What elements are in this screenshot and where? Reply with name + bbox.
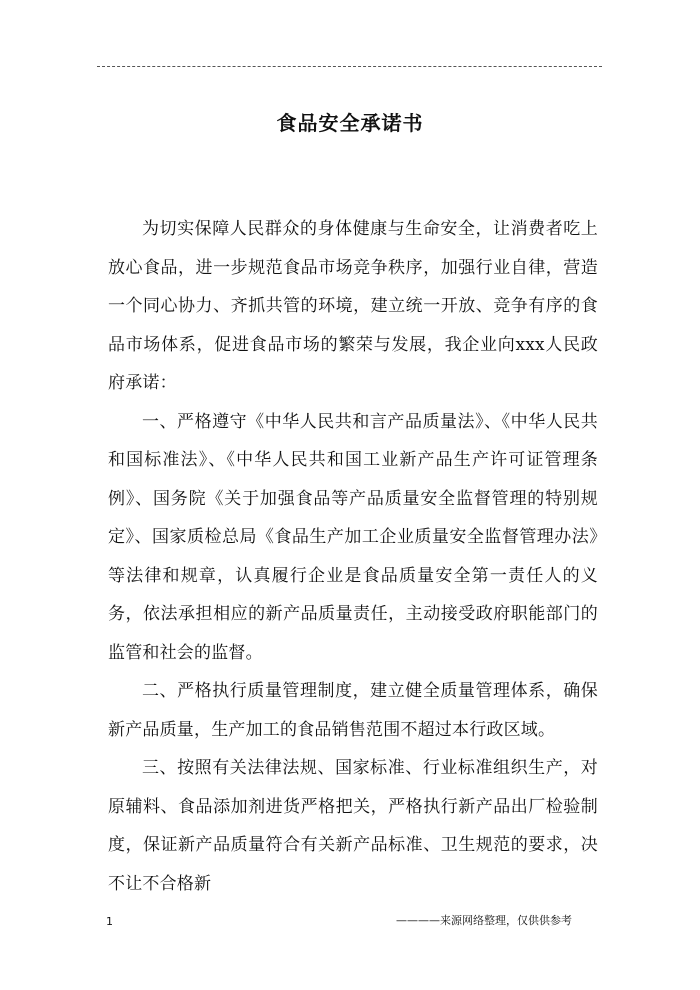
paragraph-item-1: 一、严格遵守《中华人民共和言产品质量法》、《中华人民共和国标准法》、《中华人民共和国工业新产品生产许可证管理条例》、国务院《关于加强食品等产品质量安全监督管理的特别规定》、国家质检总局《食品生产加工企业质量安全监督管理办法》等法律和规章，认真履行企业是食品质量安全第一责任人的义务，依法承担相应的新产品质量责任，主动接受政府职能部门的监管和社会的监督。	[108, 411, 598, 663]
document-title: 食品安全承诺书	[276, 111, 424, 135]
paragraph-intro: 为切实保障人民群众的身体健康与生命安全，让消费者吃上放心食品，进一步规范食品市场竞争秩序，加强行业自律，营造一个同心协力、齐抓共管的环境，建立统一开放、竞争有序的食品市场体系，促进食品市场的繁荣与发展，我企业向xxx人民政府承诺：	[108, 219, 598, 393]
document-body	[108, 210, 598, 903]
footer-source-note: ————来源网络整理，仅供供参考	[396, 914, 572, 927]
paragraph-item-2: 二、严格执行质量管理制度，建立健全质量管理体系，确保新产品质量，生产加工的食品销售范围不超过本行政区域。	[108, 681, 598, 740]
paragraph-item-3: 三、按照有关法律法规、国家标准、行业标准组织生产，对原辅料、食品添加剂进货严格把关，严格执行新产品出厂检验制度，保证新产品质量符合有关新产品标准、卫生规范的要求，决不让不合格新	[108, 758, 598, 894]
page-number: 1	[106, 915, 113, 928]
header-rule	[97, 66, 602, 67]
